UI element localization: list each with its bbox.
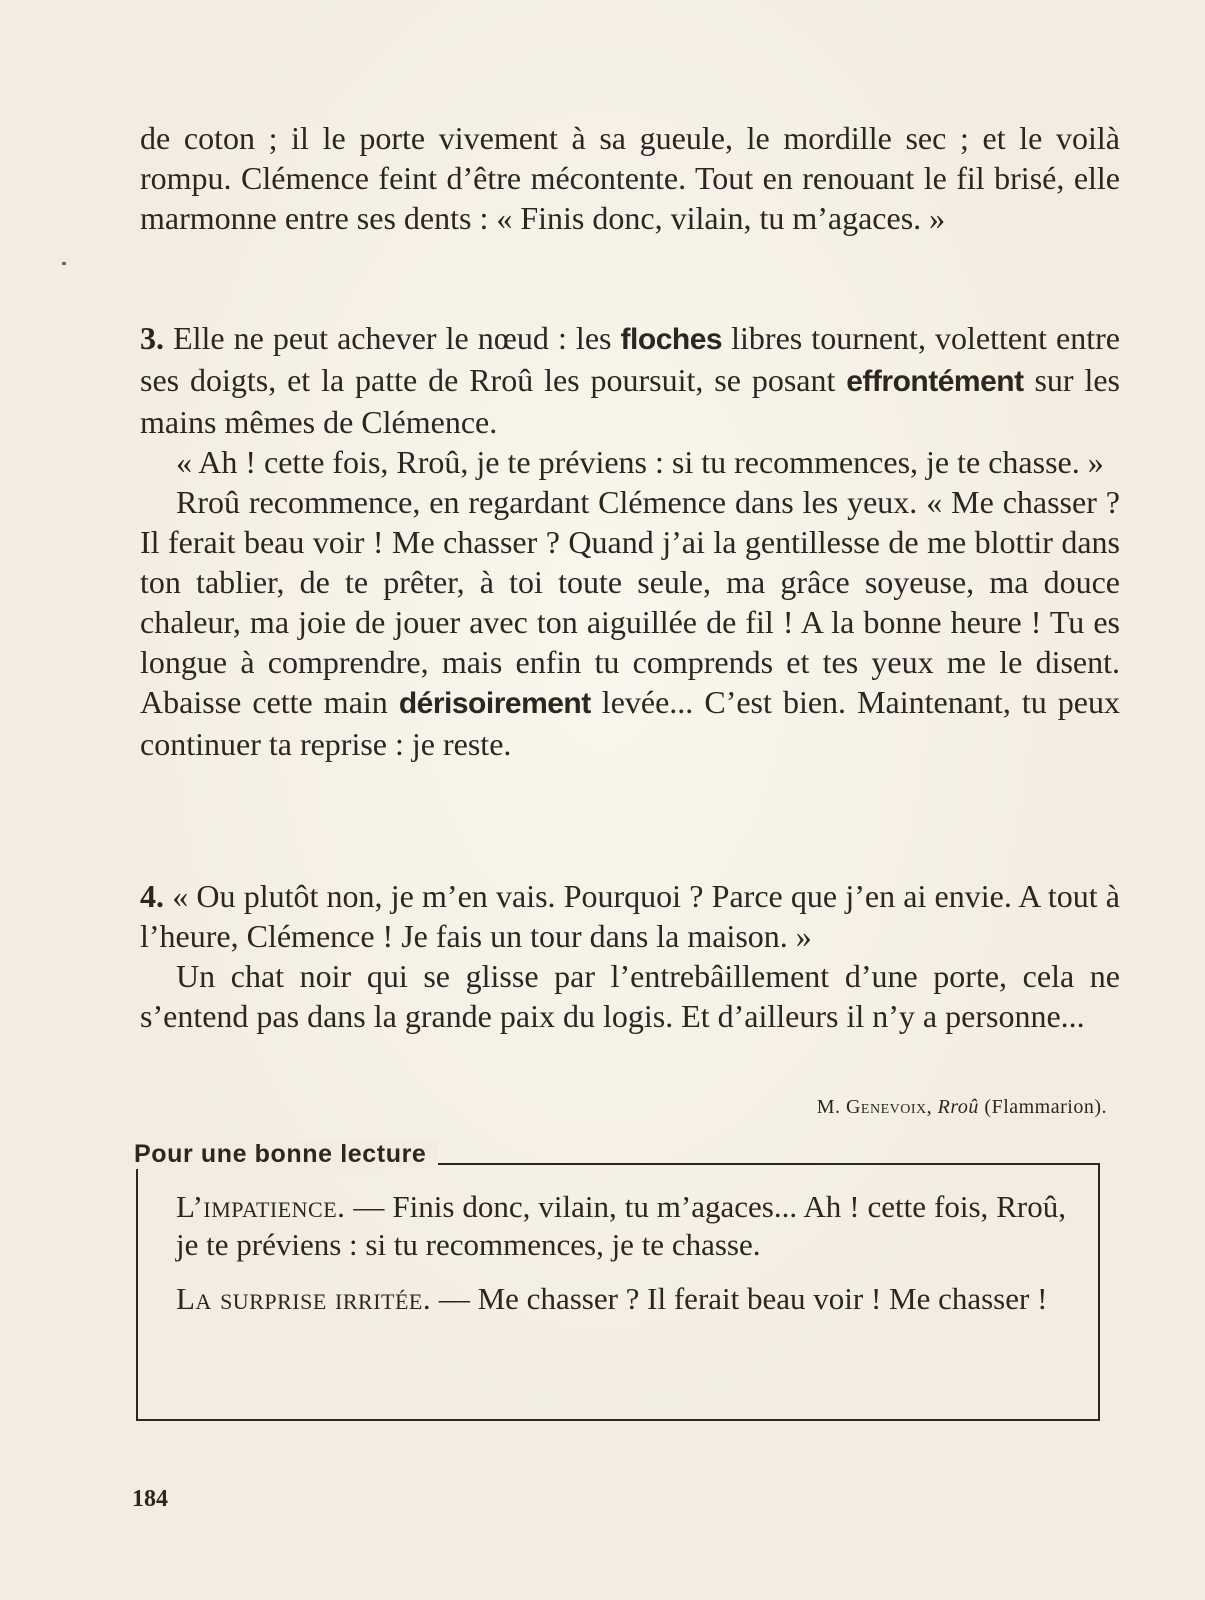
keyword-floches: floches	[620, 323, 723, 356]
section-3-text-b: libres tournent, volettent entre ses doigts, et la patte de Rroû les poursuit, se posant	[140, 320, 1121, 398]
section-3-number: 3.	[140, 320, 164, 356]
attribution-work: Rroû	[937, 1096, 979, 1118]
reading-item-surprise	[176, 1280, 1066, 1318]
attribution-publisher: (Flammarion).	[984, 1096, 1107, 1118]
reading-item-1-text: — Finis donc, vilain, tu m’agaces... Ah ! cette fois, Rroû, je te préviens : si tu recommences, je te chasse.	[176, 1189, 1066, 1262]
reading-box-content	[176, 1188, 1066, 1334]
margin-speck	[62, 262, 66, 265]
intro-paragraph	[140, 118, 1120, 238]
section-4-paragraph-1	[140, 876, 1120, 956]
section-4	[140, 876, 1120, 1036]
section-4-paragraph-2: Un chat noir qui se glisse par l’entrebâillement d’une porte, cela ne s’entend pas dans la grande paix du logis. Et d’ailleurs il n’y a personne...	[140, 958, 1120, 1034]
section-3-text-c: sur les mains mêmes de Clémence.	[140, 362, 1121, 440]
section-3-p3-text-a: Rroû recommence, en regardant Clémence dans les yeux. « Me chasser ? Il ferait beau voir ! Me chasser ? Quand j’ai la gentillesse de me blottir dans ton tablier, de te prêter, à toi toute seule, ma grâce soyeuse, ma douce chaleur, ma joie de jouer avec ton aiguillée de fil ! A la bonne heure ! Tu es longue à comprendre, mais enfin tu comprends et tes yeux me le disent. Abaisse cette main	[140, 484, 1120, 720]
reading-item-2-label: La surprise irritée.	[176, 1281, 432, 1316]
section-3-paragraph-2: « Ah ! cette fois, Rroû, je te préviens : si tu recommences, je te chasse. »	[176, 444, 1104, 480]
keyword-derisoirement: dérisoirement	[398, 687, 591, 720]
attribution-author: M. Genevoix,	[816, 1096, 933, 1118]
section-4-number: 4.	[140, 878, 164, 914]
source-attribution	[817, 1096, 1107, 1119]
intro-text: de coton ; il le porte vivement à sa gueule, le mordille sec ; et le voilà rompu. Clémence feint d’être mécontente. Tout en renouant le fil brisé, elle marmonne entre ses dents : « Finis donc, vilain, tu m’agaces. »	[140, 120, 1120, 236]
reading-box-title: Pour une bonne lecture	[134, 1140, 438, 1169]
section-3-text-a: Elle ne peut achever le nœud : les	[164, 320, 621, 356]
section-3-paragraph-3	[140, 482, 1120, 764]
section-4-text: « Ou plutôt non, je m’en vais. Pourquoi ? Parce que j’en ai envie. A tout à l’heure, Clémence ! Je fais un tour dans la maison. »	[140, 878, 1120, 954]
reading-item-2-text: — Me chasser ? Il ferait beau voir ! Me chasser !	[431, 1281, 1048, 1316]
page-number: 184	[132, 1486, 168, 1512]
section-3-paragraph-1	[140, 318, 1120, 442]
section-3	[140, 318, 1120, 764]
reading-item-impatience	[176, 1188, 1066, 1264]
reading-item-1-label: L’impatience.	[176, 1189, 346, 1224]
keyword-effrontement: effrontément	[846, 365, 1024, 398]
section-3-p3-text-b: levée... C’est bien. Maintenant, tu peux continuer ta reprise : je reste.	[140, 684, 1121, 762]
